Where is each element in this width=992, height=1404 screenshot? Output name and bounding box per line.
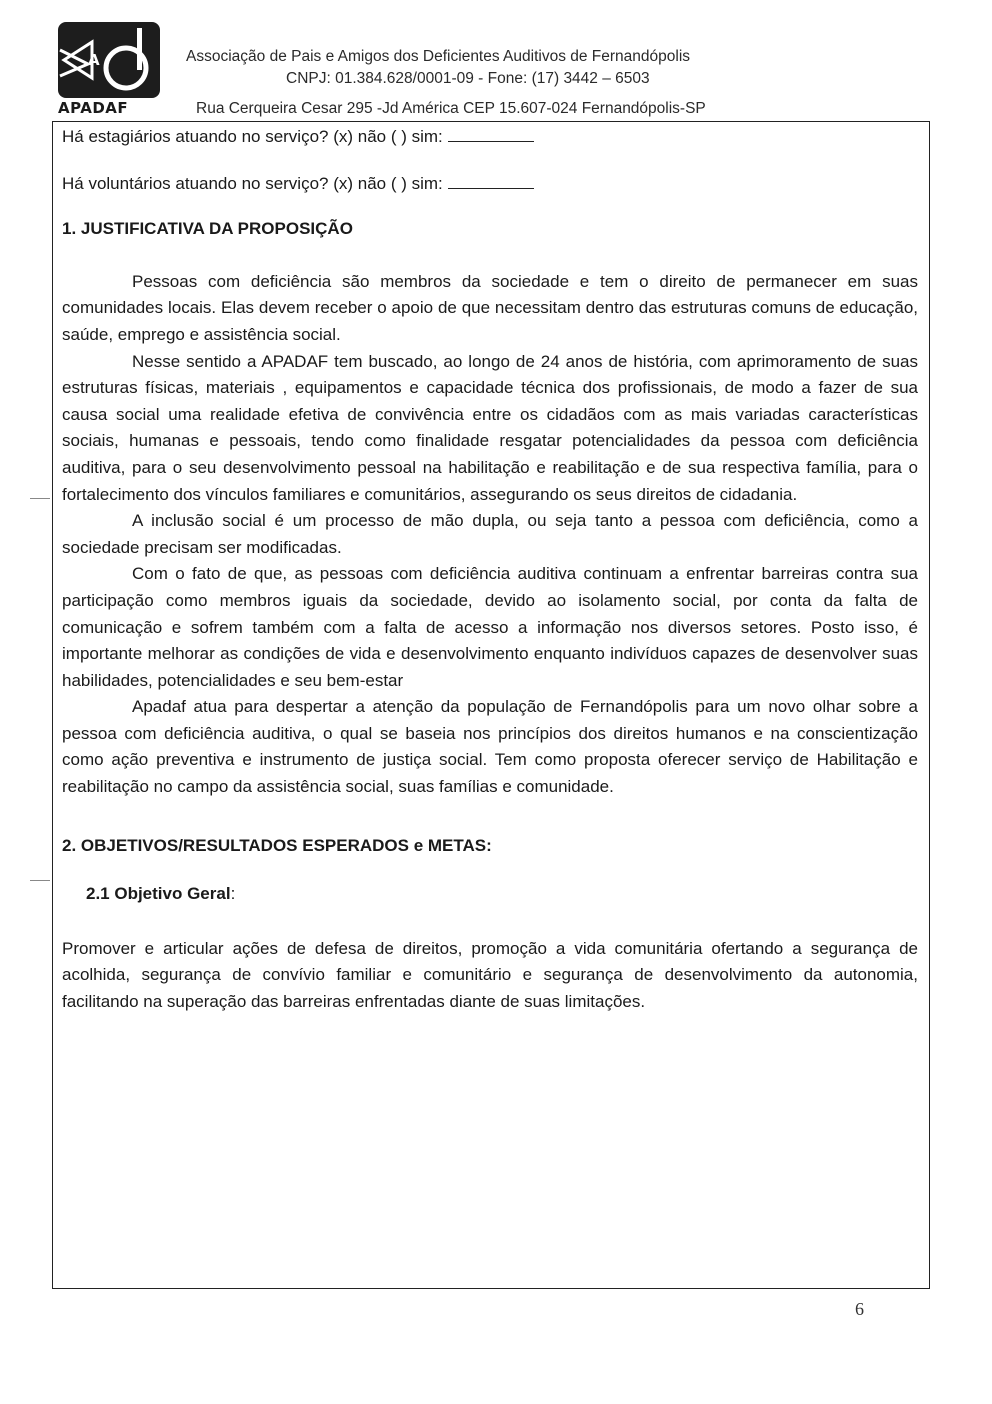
apadaf-logo	[58, 20, 164, 100]
header-organization-name: Associação de Pais e Amigos dos Deficientes Auditivos de Fernandópolis	[186, 48, 691, 65]
question-estagiarios-text: Há estagiários atuando no serviço? (x) não ( ) sim:	[62, 127, 448, 146]
section-1-body	[62, 269, 918, 801]
logo-letter: A	[88, 51, 100, 69]
paragraph: Com o fato de que, as pessoas com deficiência auditiva continuam a enfrentar barreiras contra sua participação como membros iguais da sociedade, devido ao isolamento social, por conta da falta de comunicação e sofrem também com a falta de acesso a informação nos diversos setores. Posto isso, é importante melhorar as condições de vida e desenvolvimento enquanto indivíduos capazes de desenvolver suas habilidades, potencialidades e seu bem-estar	[62, 564, 918, 690]
header-cnpj-phone: CNPJ: 01.384.628/0001-09 - Fone: (17) 3442 – 6503	[286, 70, 650, 87]
margin-mark	[30, 880, 50, 881]
paragraph: Apadaf atua para despertar a atenção da população de Fernandópolis para um novo olhar sobre a pessoa com deficiência auditiva, o qual se baseia nos princípios dos direitos humanos e na conscientização como ação preventiva e instrumento de justiça social. Tem como proposta oferecer serviço de Habilitação e reabilitação no campo da assistência social, suas famílias e comunidade.	[62, 697, 918, 797]
answer-blank	[448, 174, 534, 189]
paragraph: Nesse sentido a APADAF tem buscado, ao longo de 24 anos de história, com aprimoramento de suas estruturas físicas, materiais , equipamentos e capacidade técnica dos profissionais, de modo a fazer de sua causa social uma realidade efetiva de convivência entre os cidadãos com as mais variadas características sociais, humanas e pessoais, tendo como finalidade resgatar potencialidades da pessoa com deficiência auditiva, para o seu desenvolvimento pessoal na habilitação e reabilitação e de sua respectiva família, para o fortalecimento dos vínculos familiares e comunitários, assegurando os seus direitos de cidadania.	[62, 351, 918, 504]
answer-blank	[448, 127, 534, 142]
subsection-2-1	[86, 881, 918, 908]
objective-text: Promover e articular ações de defesa de direitos, promoção a vida comunitária ofertando a segurança de acolhida, segurança de convívio familiar e comunitário e segurança de desenvolvimento da autonomia, facilitando na superação das barreiras enfrentadas diante de suas limitações.	[62, 938, 918, 1012]
subsection-2-1-title: 2.1 Objetivo Geral	[86, 884, 231, 904]
section-1-title: 1. JUSTIFICATIVA DA PROPOSIÇÃO	[62, 219, 353, 239]
header-address: Rua Cerqueira Cesar 295 -Jd América CEP 15.607-024 Fernandópolis-SP	[196, 100, 706, 117]
section-2-title: 2. OBJETIVOS/RESULTADOS ESPERADOS e METAS:	[62, 835, 492, 855]
document-body	[62, 124, 918, 1033]
question-voluntarios-text: Há voluntários atuando no serviço? (x) não ( ) sim:	[62, 173, 448, 193]
paragraph: Pessoas com deficiência são membros da sociedade e tem o direito de permanecer em suas comunidades locais. Elas devem receber o apoio de que necessitam dentro das estruturas comuns de educação, saúde, emprego e assistência social.	[62, 271, 918, 344]
question-estagiarios	[62, 124, 918, 151]
logo-text: APADAF	[58, 99, 129, 117]
margin-mark	[30, 498, 50, 499]
subsection-2-1-colon: :	[230, 884, 236, 904]
page-number: 6	[855, 1299, 864, 1319]
paragraph: A inclusão social é um processo de mão dupla, ou seja tanto a pessoa com deficiência, como a sociedade precisam ser modificadas.	[62, 511, 918, 557]
question-voluntarios	[62, 171, 918, 198]
